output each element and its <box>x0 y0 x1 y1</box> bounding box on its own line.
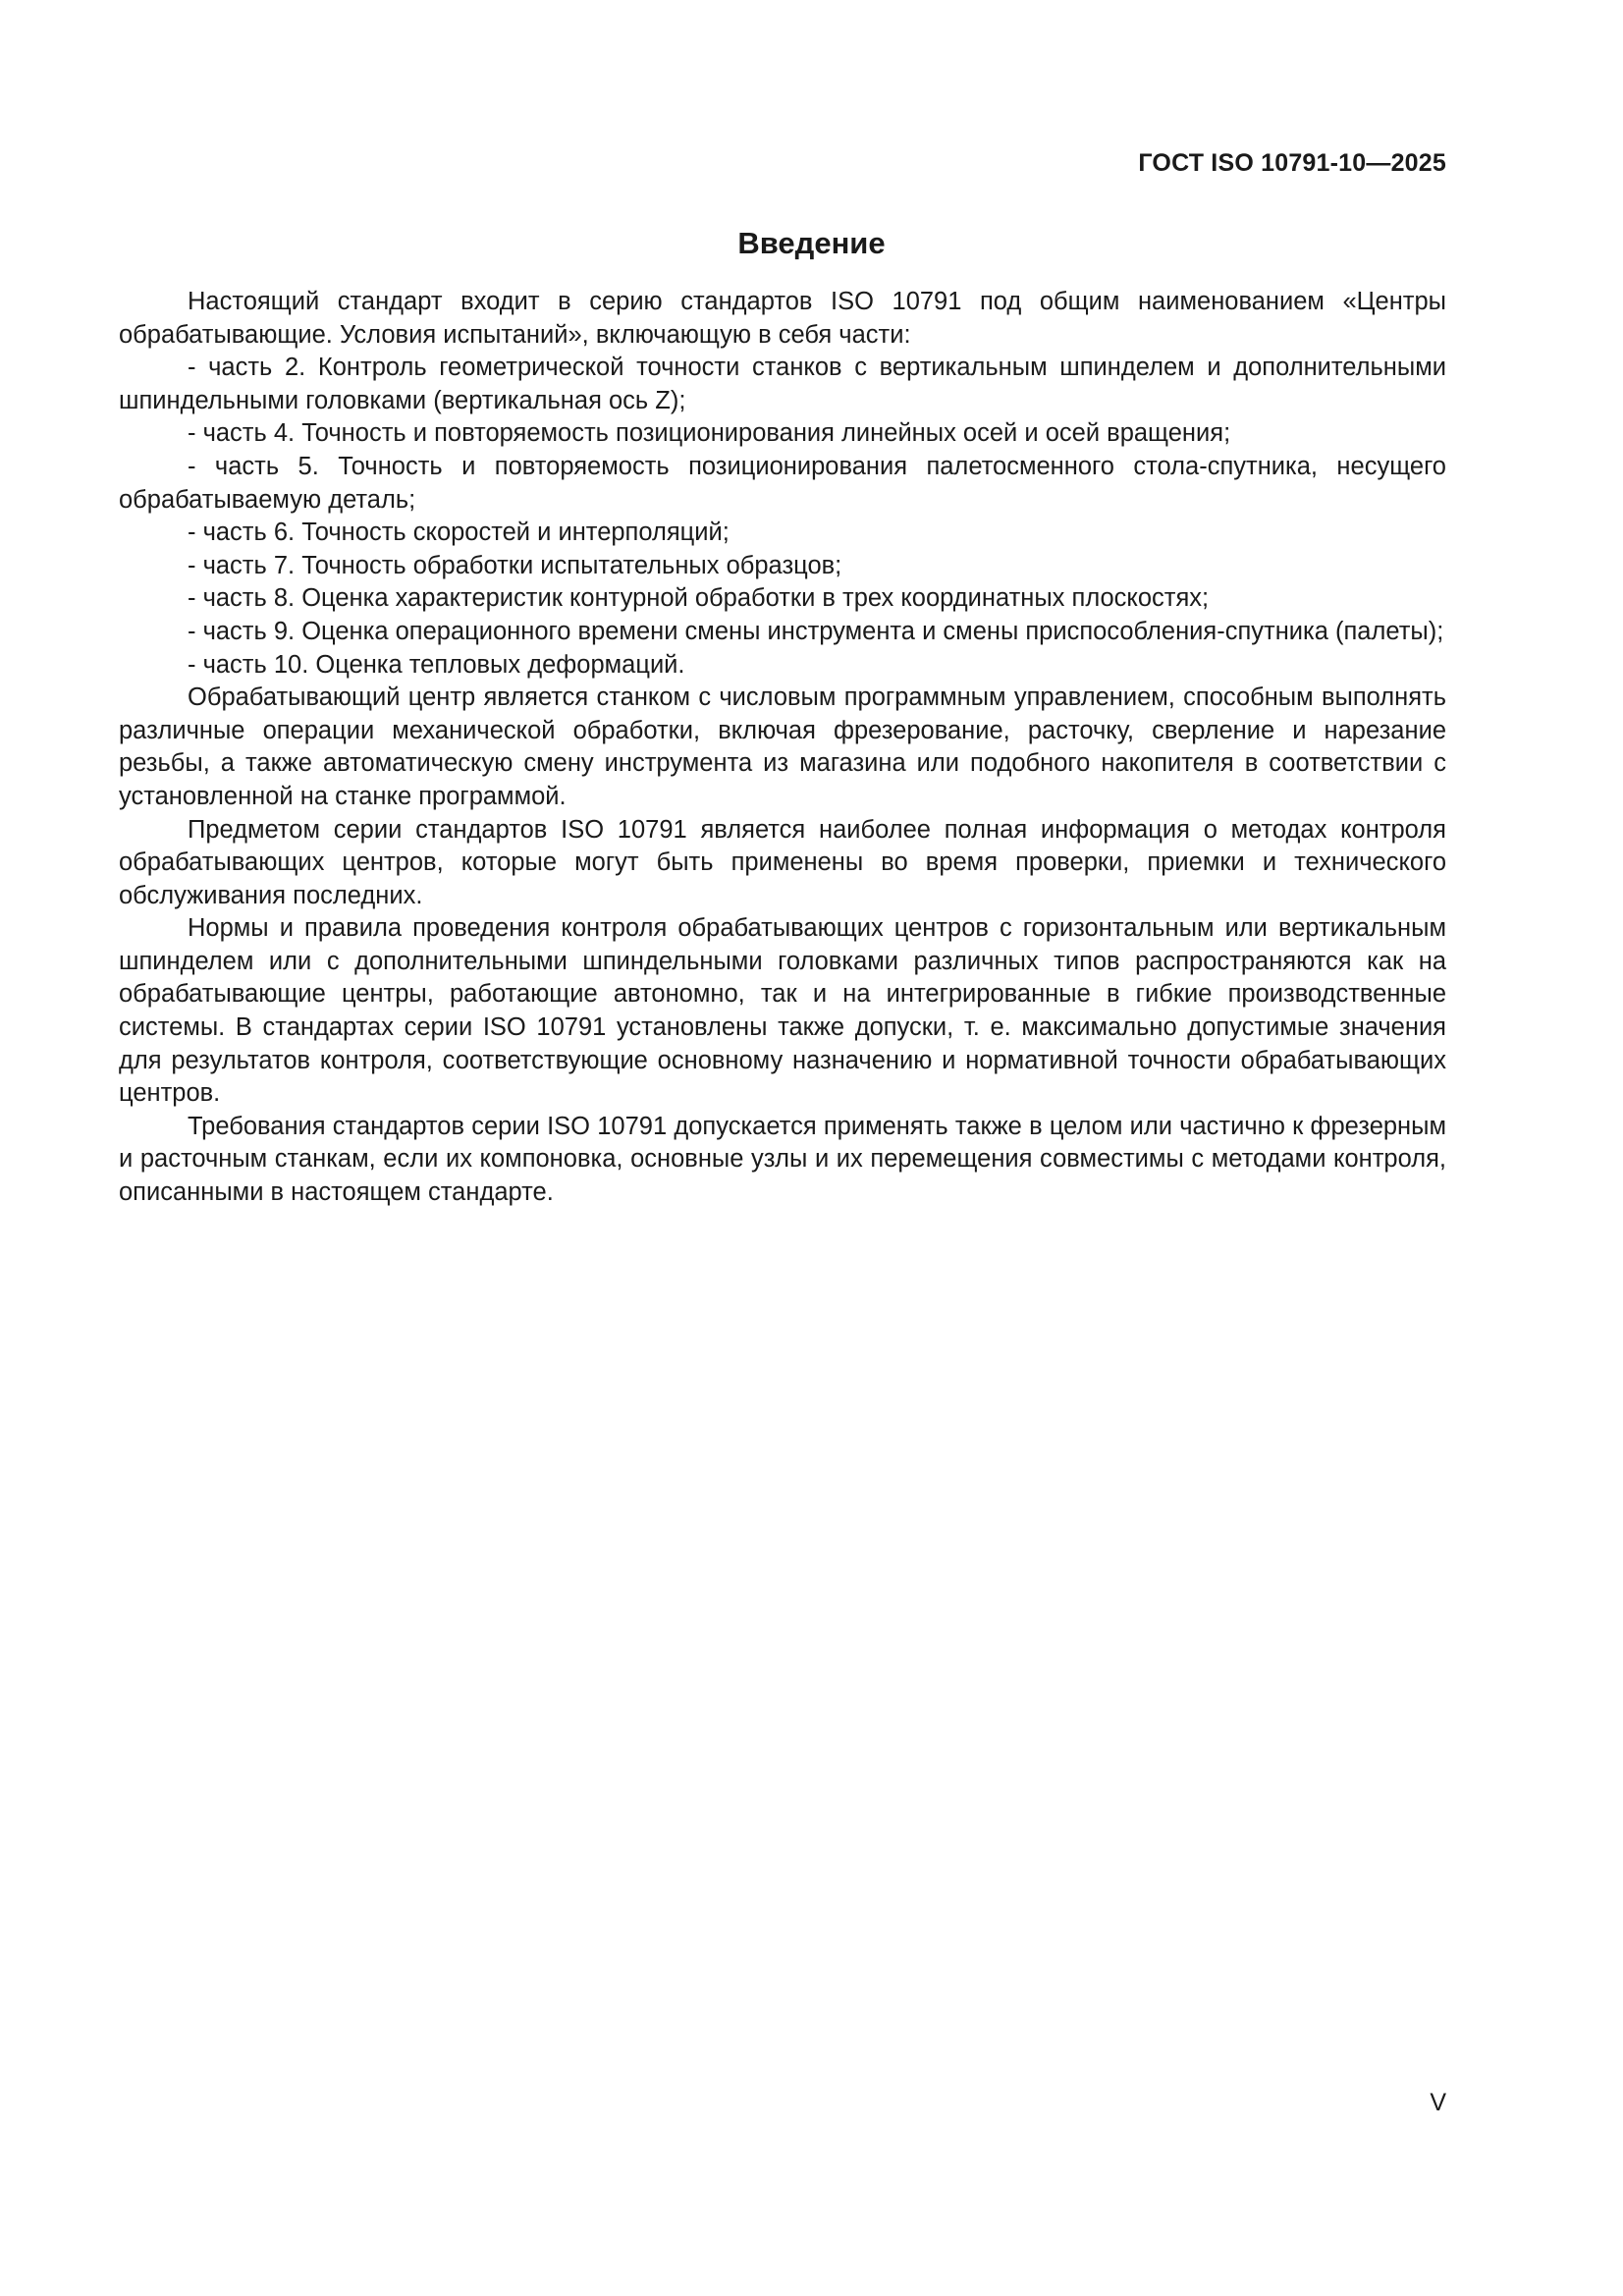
body-paragraph: Требования стандартов серии ISO 10791 допускается применять также в целом или частично к фрезерным и расточным станкам, если их компоновка, основные узлы и их перемещения совместимы с методами контроля, описанными в настоящем стандарте. <box>119 1112 1446 1207</box>
list-item-part-6: - часть 6. Точность скоростей и интерполяций; <box>188 519 730 547</box>
document-code: ГОСТ ISO 10791-10—2025 <box>1138 149 1446 177</box>
list-item-part-9: - часть 9. Оценка операционного времени смены инструмента и смены приспособления-спутника (палеты); <box>188 617 1444 645</box>
page-number: V <box>1430 2089 1446 2116</box>
list-item-part-8: - часть 8. Оценка характеристик контурной обработки в трех координатных плоскостях; <box>188 584 1210 613</box>
list-item-part-10: - часть 10. Оценка тепловых деформаций. <box>188 650 685 679</box>
body-paragraph: Нормы и правила проведения контроля обрабатывающих центров с горизонтальным или вертикальным шпинделем или с дополнительными шпиндельными головками различных типов распространяются как на обрабатывающие центры, работающие автономно, так и на интегрированные в гибкие производственные системы. В стандартах серии ISO 10791 установлены также допуски, т. е. максимально допустимые значения для результатов контроля, соответствующие основному назначению и нормативной точности обрабатывающих центров. <box>119 914 1446 1108</box>
section-title: Введение <box>737 226 886 260</box>
body-paragraph: Обрабатывающий центр является станком с числовым программным управлением, способным выполнять различные операции механической обработки, включая фрезерование, расточку, сверление и нарезание резьбы, а также автоматическую смену инструмента из магазина или подобного накопителя в соответствии с установленной на станке программой. <box>119 683 1446 810</box>
list-item-part-5: - часть 5. Точность и повторяемость позиционирования палетосменного стола-спутника, несущего обрабатываемую деталь; <box>119 452 1446 514</box>
list-item-part-2: - часть 2. Контроль геометрической точности станков с вертикальным шпинделем и дополнительными шпиндельными головками (вертикальная ось Z); <box>119 354 1446 414</box>
section-body <box>119 286 1446 1210</box>
intro-paragraph: Настоящий стандарт входит в серию стандартов ISO 10791 под общим наименованием «Центры обрабатывающие. Условия испытаний», включающую в себя части: <box>119 288 1446 349</box>
list-item-part-7: - часть 7. Точность обработки испытательных образцов; <box>188 551 842 579</box>
list-item-part-4: - часть 4. Точность и повторяемость позиционирования линейных осей и осей вращения; <box>188 419 1231 448</box>
body-paragraph: Предметом серии стандартов ISO 10791 является наиболее полная информация о методах контроля обрабатывающих центров, которые могут быть применены во время проверки, приемки и технического обслуживания последних. <box>119 815 1446 909</box>
